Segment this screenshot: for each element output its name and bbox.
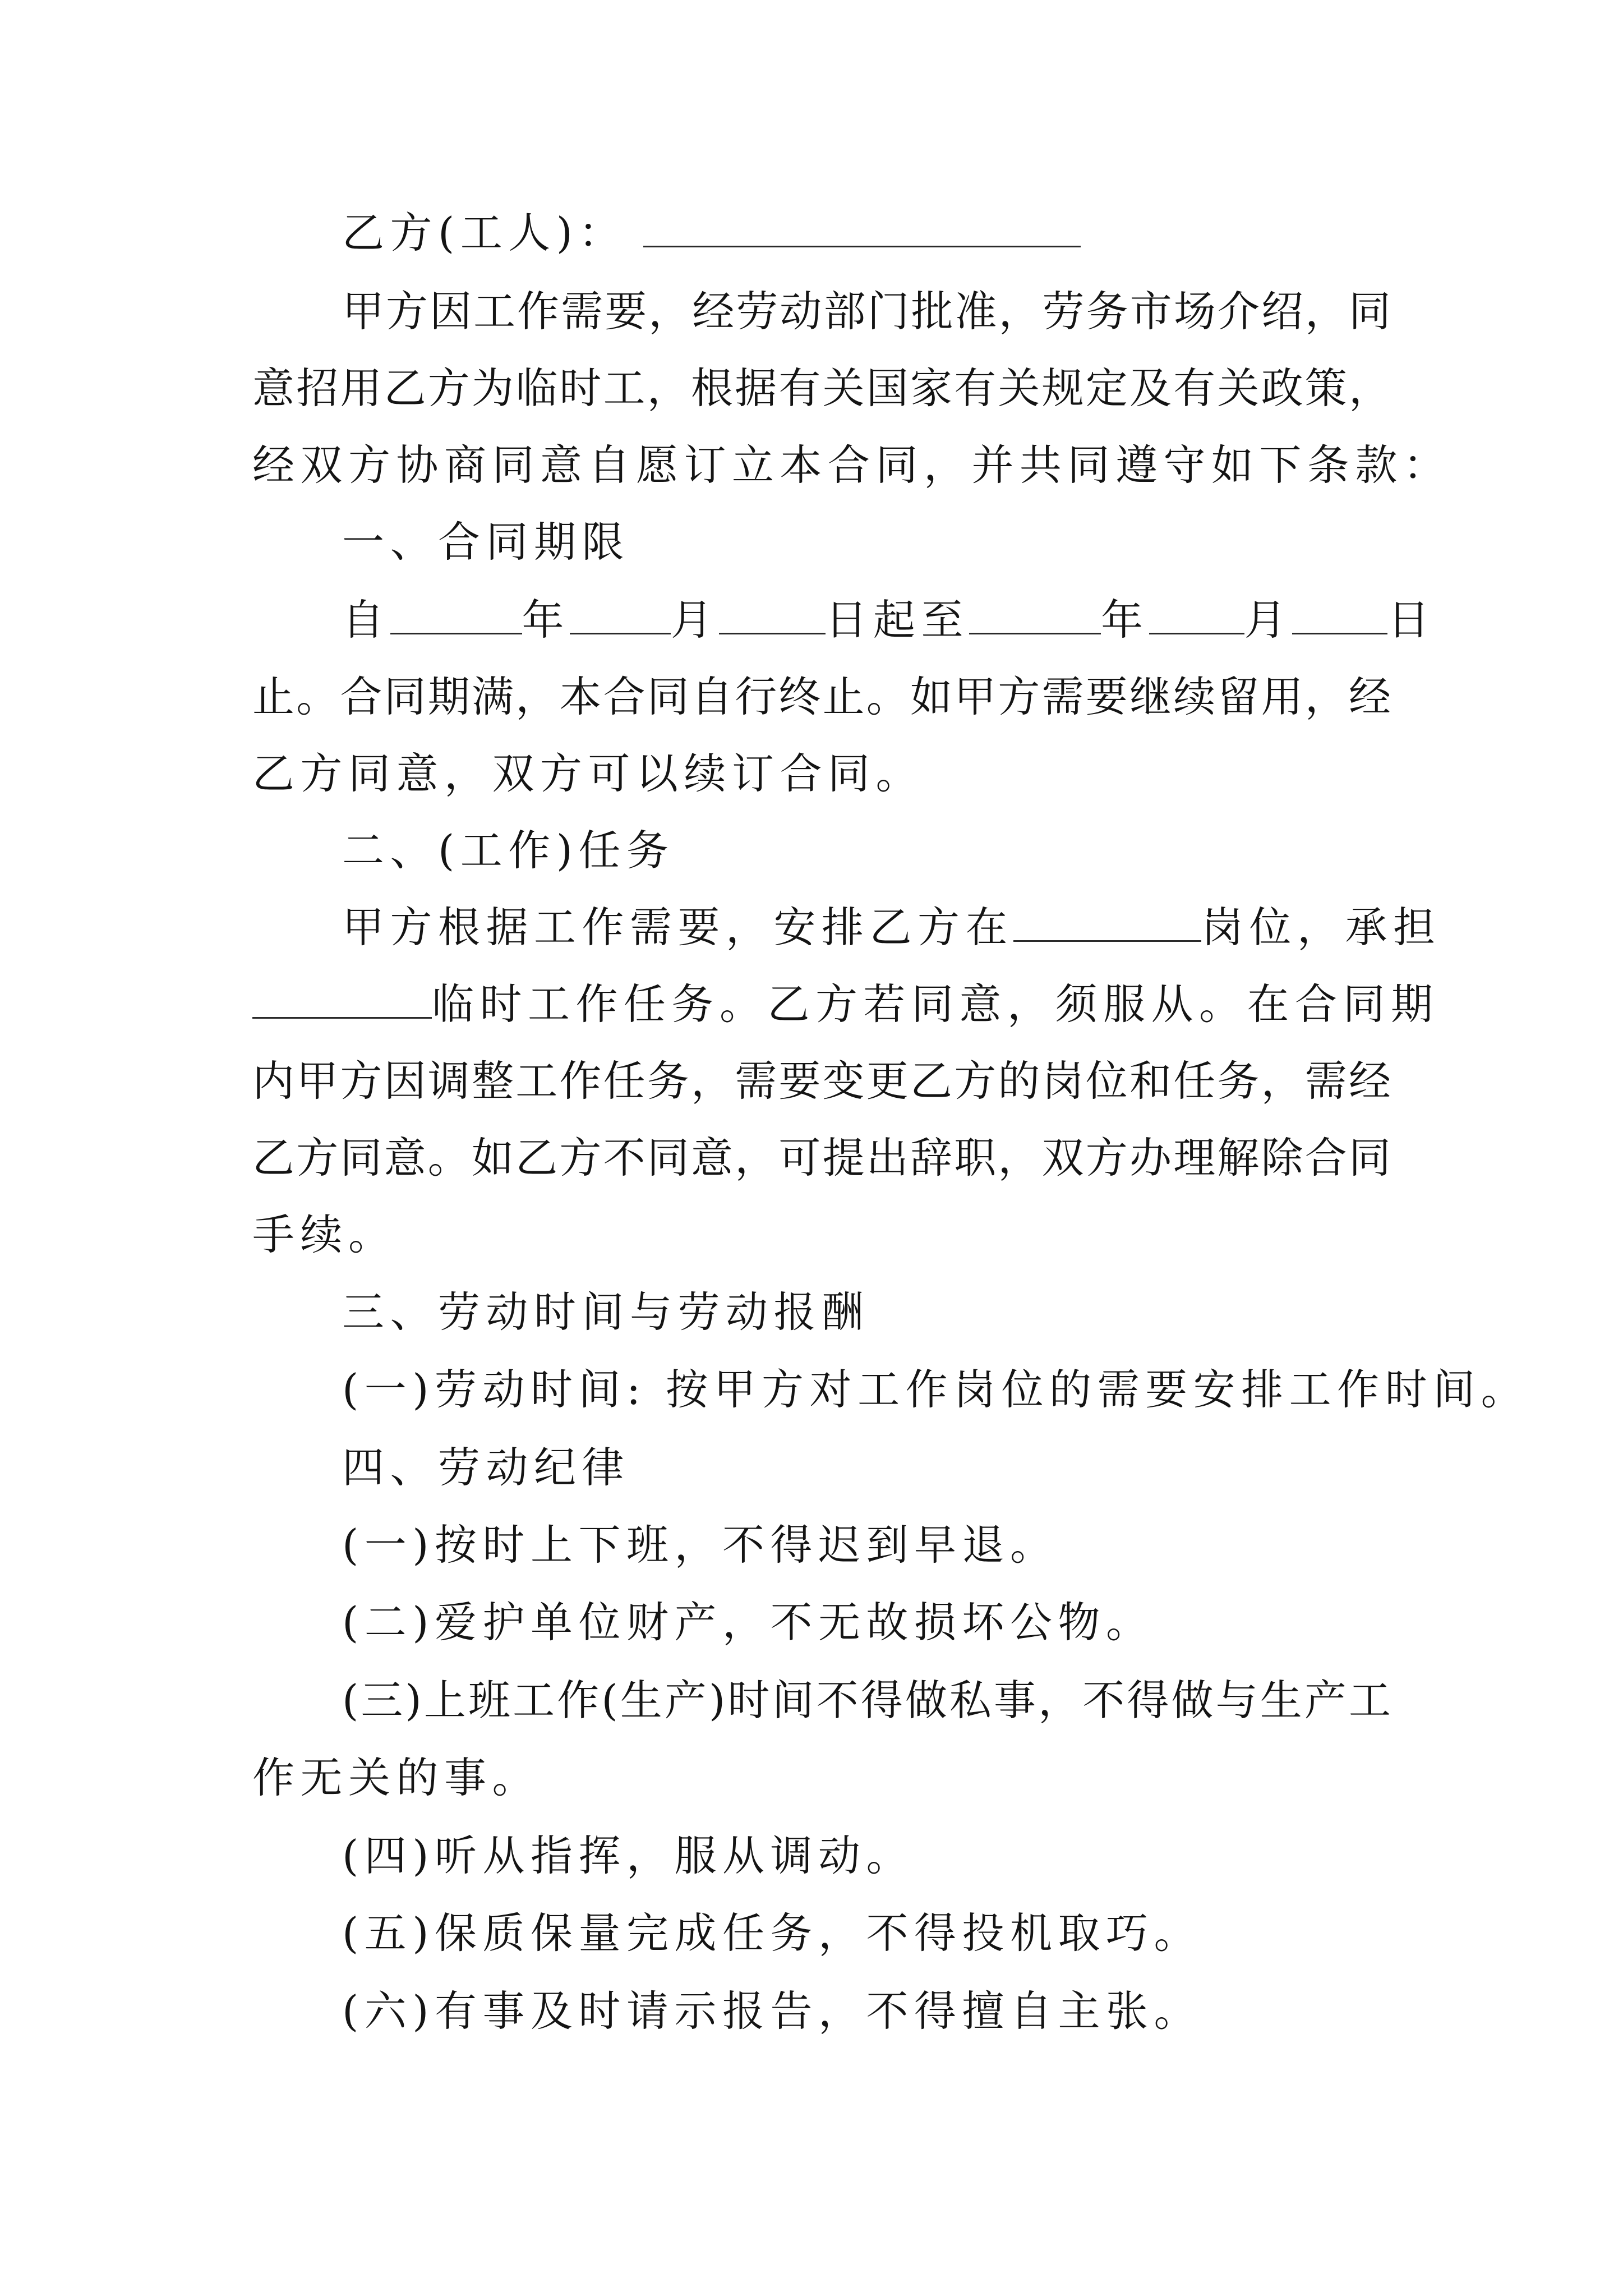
text: 二、(工作)任务 — [342, 826, 675, 875]
work-time-line — [342, 1359, 1529, 1420]
text: (三)上班工作(生产)时间不得做私事，不得做与生产工 — [342, 1676, 1391, 1725]
task-line-1 — [342, 896, 1441, 958]
end-day-blank[interactable] — [1292, 596, 1387, 634]
text: 一、合同期限 — [342, 517, 630, 567]
text: (二)爱护单位财产，不无故损坏公物。 — [342, 1598, 1154, 1647]
text: 岗位，承担 — [1201, 903, 1441, 952]
text: 乙方同意。如乙方不同意，可提出辞职，双方办理解除合同 — [252, 1133, 1391, 1182]
preamble-line-1 — [342, 280, 1391, 342]
party-b-label: 乙方(工人)： — [342, 208, 627, 257]
text: 作无关的事。 — [252, 1753, 541, 1802]
text: 经双方协商同意自愿订立本合同，并共同遵守如下条款： — [252, 440, 1451, 490]
discipline-item-1 — [342, 1514, 1391, 1576]
text: 月 — [671, 595, 719, 645]
text: 意招用乙方为临时工，根据有关国家有关规定及有关政策， — [252, 364, 1391, 413]
text: 月 — [1244, 595, 1293, 645]
discipline-item-3 — [342, 1669, 1391, 1731]
start-year-blank[interactable] — [390, 596, 522, 634]
text: 三、劳动时间与劳动报酬 — [342, 1287, 870, 1337]
end-year-blank[interactable] — [969, 596, 1101, 634]
text: 内甲方因调整工作任务，需要变更乙方的岗位和任务，需经 — [252, 1056, 1391, 1106]
text: 手续。 — [252, 1210, 396, 1259]
task-line-4 — [252, 1127, 1391, 1189]
text: (五)保质保量完成任务，不得投机取巧。 — [342, 1908, 1202, 1958]
preamble-line-2 — [252, 357, 1391, 419]
text: 日起至 — [825, 595, 970, 645]
text: (一)按时上下班，不得迟到早退。 — [342, 1520, 1058, 1570]
period-line-2 — [252, 666, 1391, 728]
discipline-item-4 — [342, 1825, 1391, 1887]
discipline-item-2 — [342, 1591, 1391, 1653]
text: 止。合同期满，本合同自行终止。如甲方需要继续留用，经 — [252, 672, 1391, 721]
text: 日 — [1387, 595, 1436, 645]
start-month-blank[interactable] — [570, 596, 671, 634]
discipline-item-3-cont — [252, 1747, 1391, 1809]
section-heading-1 — [342, 511, 1391, 573]
task-line-3 — [252, 1050, 1391, 1112]
text: 甲方因工作需要，经劳动部门批准，劳务市场介绍，同 — [342, 287, 1391, 336]
text: (六)有事及时请示报告，不得擅自主张。 — [342, 1986, 1202, 2036]
post-blank[interactable] — [1013, 903, 1201, 942]
text: 年 — [1101, 595, 1149, 645]
task-line-5 — [252, 1204, 1391, 1266]
start-day-blank[interactable] — [719, 596, 826, 634]
text: 临时工作任务。乙方若同意，须服从。在合同期 — [432, 979, 1439, 1029]
period-line-3 — [252, 743, 1391, 804]
party-b-name-blank[interactable] — [643, 209, 1081, 247]
text: 乙方同意，双方可以续订合同。 — [252, 749, 924, 798]
end-month-blank[interactable] — [1149, 596, 1244, 634]
text: (一)劳动时间: 按甲方对工作岗位的需要安排工作时间。 — [342, 1365, 1529, 1414]
section-heading-2 — [342, 820, 1391, 881]
text: 四、劳动纪律 — [342, 1443, 630, 1492]
task-line-2 — [252, 973, 1439, 1035]
text: 甲方根据工作需要，安排乙方在 — [342, 903, 1014, 952]
section-heading-3 — [342, 1281, 1391, 1343]
text: (四)听从指挥，服从调动。 — [342, 1831, 915, 1880]
preamble-line-3 — [252, 434, 1451, 496]
contract-period-line — [342, 589, 1436, 651]
discipline-item-5 — [342, 1902, 1391, 1964]
discipline-item-6 — [342, 1980, 1391, 2042]
task-blank[interactable] — [252, 980, 432, 1019]
text: 年 — [522, 595, 570, 645]
section-heading-4 — [342, 1437, 1391, 1498]
text: 自 — [342, 595, 390, 645]
party-b-line — [342, 202, 1391, 264]
